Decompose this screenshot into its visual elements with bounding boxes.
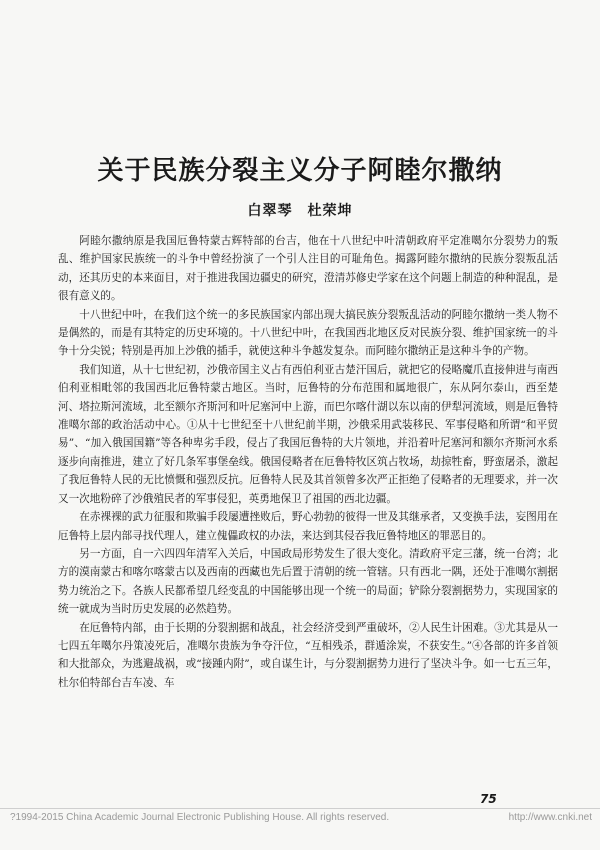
paragraph-6: 在厄鲁特内部，由于长期的分裂割据和战乱，社会经济受到严重破坏，②人民生计困难。③尤其是从一七四五年噶尔丹策凌死后，准噶尔贵族为争夺汗位，“互相残杀，群遁涂炭，不获安生。”④各部的许多首领和大批部众，为逃避战祸，或“接踵内附”，或自谋生计，与分裂割据势力进行了坚决斗争。如一七五三年，杜尔伯特部台吉车凌、车 bbox=[58, 621, 558, 689]
paragraph-2: 十八世纪中叶，在我们这个统一的多民族国家内部出现大搞民族分裂叛乱活动的阿睦尔撒纳一类人物不是偶然的，而是有其特定的历史环境的。十八世纪中叶，在我国西北地区反对民族分裂、维护国家统一的斗争十分尖锐；特别是再加上沙俄的插手，就使这种斗争越发复杂。而阿睦尔撒纳正是这种斗争的产物。 bbox=[58, 308, 558, 358]
paragraph-3: 我们知道，从十七世纪初，沙俄帝国主义占有西伯利亚古楚汗国后，就把它的侵略魔爪直接伸进与南西伯利亚相毗邻的我国西北厄鲁特蒙古地区。当时，厄鲁特的分布范围和属地很广，东从阿尔泰山，西至楚河、塔拉斯河流域，北至额尔齐斯河和叶尼塞河中上游，而巴尔喀什湖以东以南的伊犁河流域，则是厄鲁特准噶尔部的政治活动中心。①从十七世纪至十八世纪前半期，沙俄采用武装移民、军事侵略和所谓“和平贸易”、“加入俄国国籍”等各种卑劣手段，侵占了我国厄鲁特的大片领地，并沿着叶尼塞河和额尔齐斯河水系逐步向南推进，建立了好几条军事堡垒线。俄国侵略者在厄鲁特牧区筑占牧场，劫掠牲畜，野蛮屠杀，激起了我厄鲁特人民的无比愤慨和强烈反抗。厄鲁特人民及其首领曾多次严正拒绝了侵略者的无理要求，并一次又一次地粉碎了沙俄殖民者的军事侵犯，英勇地保卫了祖国的西北边疆。 bbox=[58, 363, 558, 505]
paragraph-5: 另一方面，自一六四四年清军入关后，中国政局形势发生了很大变化。清政府平定三藩，统一台湾；北方的漠南蒙古和喀尔喀蒙古以及西南的西藏也先后置于清朝的统一管辖。只有西北一隅，还处于准噶尔割据势力统治之下。各族人民都希望几经变乱的中国能够出现一个统一的局面；铲除分裂割据势力，实现国家的统一就成为当时历史发展的必然趋势。 bbox=[58, 547, 558, 616]
article-authors: 白翠琴 杜荣坤 bbox=[247, 203, 353, 219]
page-number: 75 bbox=[480, 792, 497, 806]
article-body bbox=[58, 232, 558, 692]
paragraph-4: 在赤裸裸的武力征服和欺骗手段屡遭挫败后，野心勃勃的彼得一世及其继承者，又变换手法，妄图用在厄鲁特上层内部寻找代理人，建立傀儡政权的办法，来达到其侵吞我厄鲁特地区的罪恶目的。 bbox=[58, 511, 558, 542]
copyright-notice: ?1994-2015 China Academic Journal Electronic Publishing House. All rights reserved. bbox=[10, 812, 390, 823]
footer-divider bbox=[0, 808, 600, 809]
article-title: 关于民族分裂主义分子阿睦尔撒纳 bbox=[97, 156, 503, 186]
paragraph-1: 阿睦尔撒纳原是我国厄鲁特蒙古辉特部的台吉，他在十八世纪中叶清朝政府平定准噶尔分裂势力的叛乱、维护国家民族统一的斗争中曾经扮演了一个引人注目的可耻角色。揭露阿睦尔撒纳的民族分裂叛乱活动，还其历史的本来面目，对于推进我国边疆史的研究，澄清苏修史学家在这个问题上制造的种种混乱，是很有意义的。 bbox=[58, 235, 558, 303]
website-link[interactable]: http://www.cnki.net bbox=[508, 812, 592, 823]
